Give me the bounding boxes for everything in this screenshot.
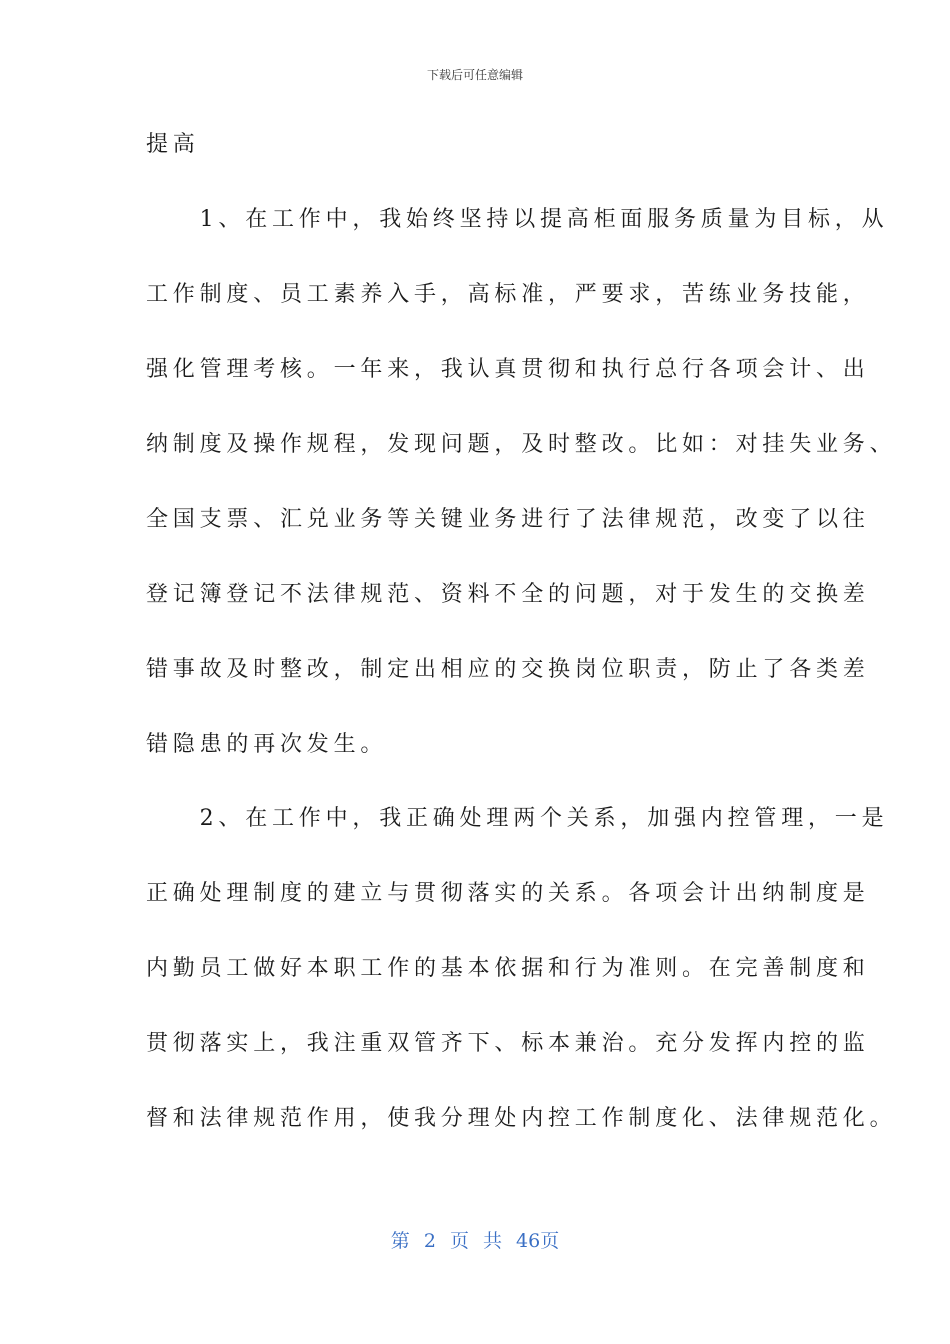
text-line: 督和法律规范作用，使我分理处内控工作制度化、法律规范化。 (146, 1106, 897, 1131)
text-line: 内勤员工做好本职工作的基本依据和行为准则。在完善制度和 (146, 956, 870, 981)
text-line: 提高 (146, 132, 200, 157)
text-line: 1、在工作中，我始终坚持以提高柜面服务质量为目标，从 (146, 207, 889, 232)
page-number: 第 2 页 共 46页 (390, 1230, 560, 1252)
text-line: 贯彻落实上，我注重双管齐下、标本兼治。充分发挥内控的监 (146, 1031, 870, 1056)
text-line: 纳制度及操作规程，发现问题，及时整改。比如：对挂失业务、 (146, 432, 897, 457)
text-line: 强化管理考核。一年来，我认真贯彻和执行总行各项会计、出 (146, 357, 870, 382)
download-note: 下载后可任意编辑 (426, 68, 523, 82)
text-line: 错事故及时整改，制定出相应的交换岗位职责，防止了各类差 (146, 657, 870, 682)
text-line: 工作制度、员工素养入手，高标准，严要求，苦练业务技能， (146, 282, 870, 307)
text-line: 正确处理制度的建立与贯彻落实的关系。各项会计出纳制度是 (146, 881, 870, 906)
text-line: 登记簿登记不法律规范、资料不全的问题，对于发生的交换差 (146, 582, 870, 607)
text-line: 错隐患的再次发生。 (146, 732, 388, 757)
text-line: 2、在工作中，我正确处理两个关系，加强内控管理，一是 (146, 806, 889, 831)
text-line: 全国支票、汇兑业务等关键业务进行了法律规范，改变了以往 (146, 507, 870, 532)
